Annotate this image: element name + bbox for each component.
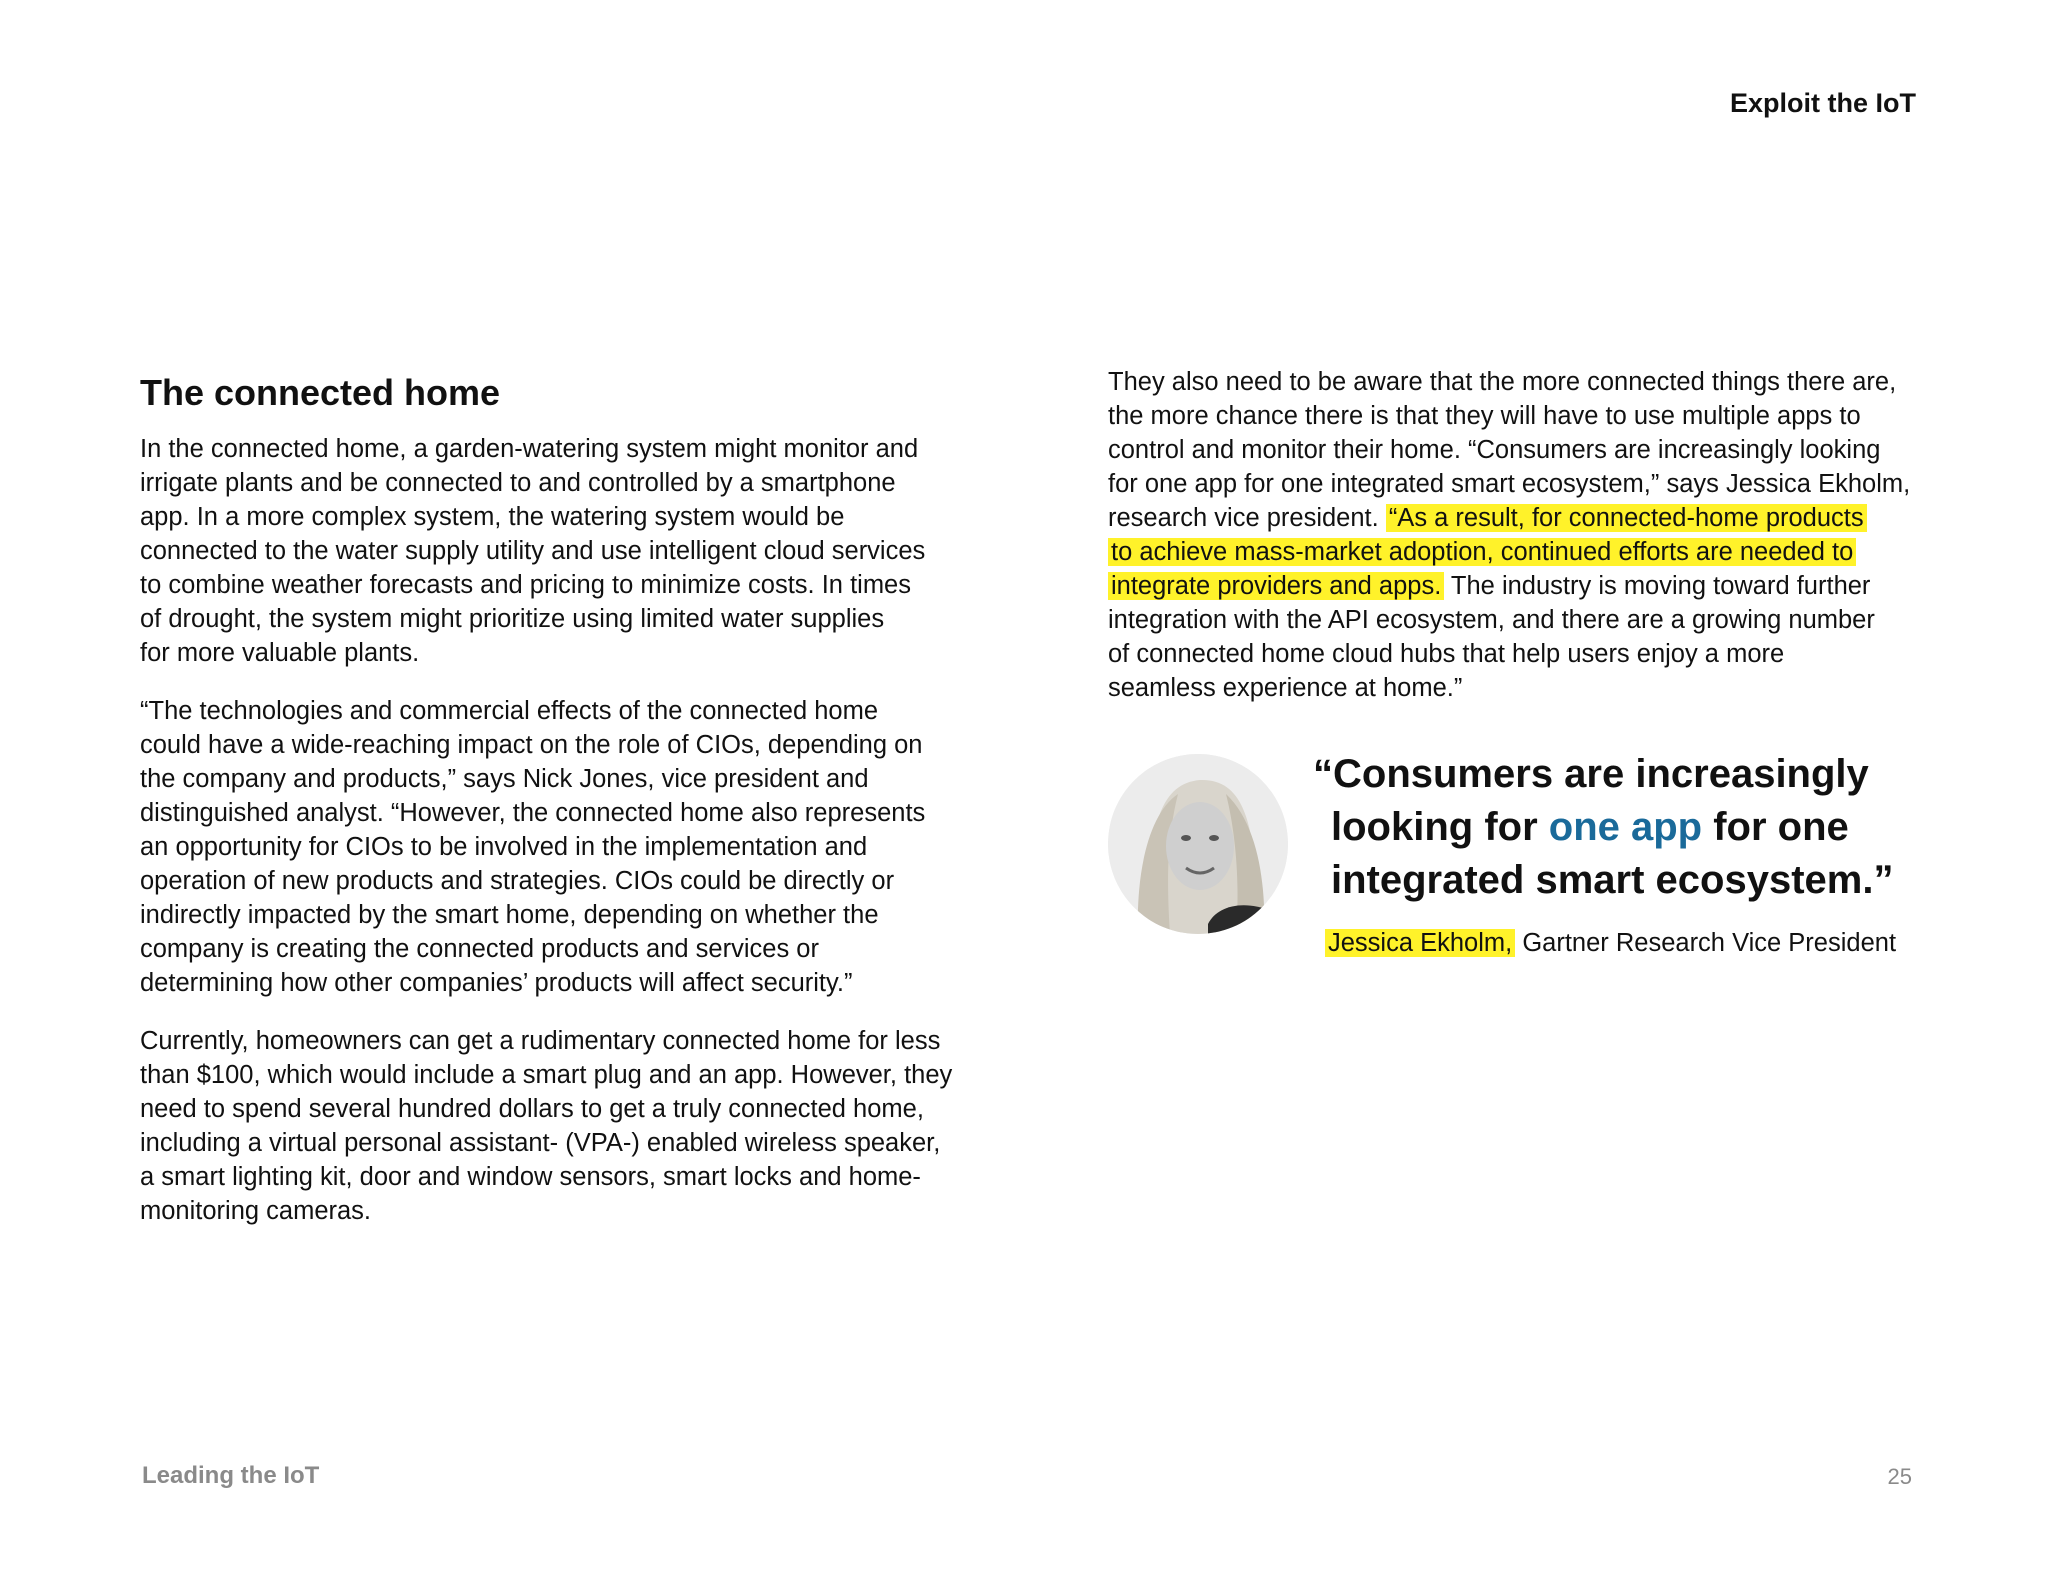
section-title: The connected home <box>140 372 501 413</box>
pull-quote-text <box>1313 748 1953 907</box>
section-header: Exploit the IoT <box>1730 88 1916 118</box>
pull-quote-line-3: integrated smart ecosystem.” <box>1331 858 1894 902</box>
quote-attribution <box>1325 926 1896 960</box>
body-paragraph-3: Currently, homeowners can get a rudimentary connected home for less than $100, which would include a smart plug and an app. However, they need to spend several hundred dollars to get a truly connected home, including a virtual personal assistant- (VPA-) enabled wireless speaker, a smart lighting kit, door and window sensors, smart locks and home- monitoring cameras. <box>140 1027 953 1225</box>
pull-quote-line-2 <box>1313 801 1953 854</box>
person-portrait-icon <box>1108 754 1288 934</box>
pull-quote-line-1: “Consumers are increasingly <box>1313 752 1869 796</box>
left-column <box>140 365 1000 1252</box>
pull-quote-line-2-end: for one <box>1702 805 1849 849</box>
body-paragraph-1: In the connected home, a garden-watering system might monitor and irrigate plants and be connected to and controlled by a smartphone app. In a more complex system, the watering system would be connected to the water supply utility and use intelligent cloud services to combine weather forecasts and pricing to minimize costs. In times of drought, the system might prioritize using limited water supplies for more valuable plants. <box>140 435 926 667</box>
page-number: 25 <box>1887 1464 1912 1489</box>
pull-quote-block <box>1108 748 1968 948</box>
paragraph-text-start: They also need to be aware that the more connected things there are, the more chance there is that they will have to use multiple apps to control and monitor their home. “Consumers are increasingly looking for one app for one integrated smart ecosystem,” says Jessica Ekholm, research vice president. <box>1108 368 1911 532</box>
highlighted-text: “As a result, for connected-home products to achieve mass-market adoption, continued efforts are needed to integrate providers and apps. <box>1108 504 1867 600</box>
portrait-illustration <box>1108 754 1288 934</box>
paragraph-text-end: The industry is moving toward further integration with the API ecosystem, and there are a growing number of connected home cloud hubs that help users enjoy a more seamless experience at home.” <box>1108 572 1875 702</box>
body-paragraph-2: “The technologies and commercial effects of the connected home could have a wide-reaching impact on the role of CIOs, depending on the company and products,” says Nick Jones, vice president and distinguished analyst. “However, the connected home also represents an opportunity for CIOs to be involved in the implementation and operation of new products and strategies. CIOs could be directly or indirectly impacted by the smart home, depending on whether the company is creating the connected products and services or determining how other companies’ products will affect security.” <box>140 697 926 997</box>
right-column <box>1108 365 1968 705</box>
attribution-name: Jessica Ekholm, <box>1325 929 1515 957</box>
pull-quote-accent: one app <box>1548 805 1703 849</box>
footer-publication: Leading the IoT <box>142 1462 320 1489</box>
pull-quote-line-2-start: looking for <box>1331 805 1549 849</box>
body-paragraph-4 <box>1108 365 1968 705</box>
attribution-title: Gartner Research Vice President <box>1515 929 1897 957</box>
